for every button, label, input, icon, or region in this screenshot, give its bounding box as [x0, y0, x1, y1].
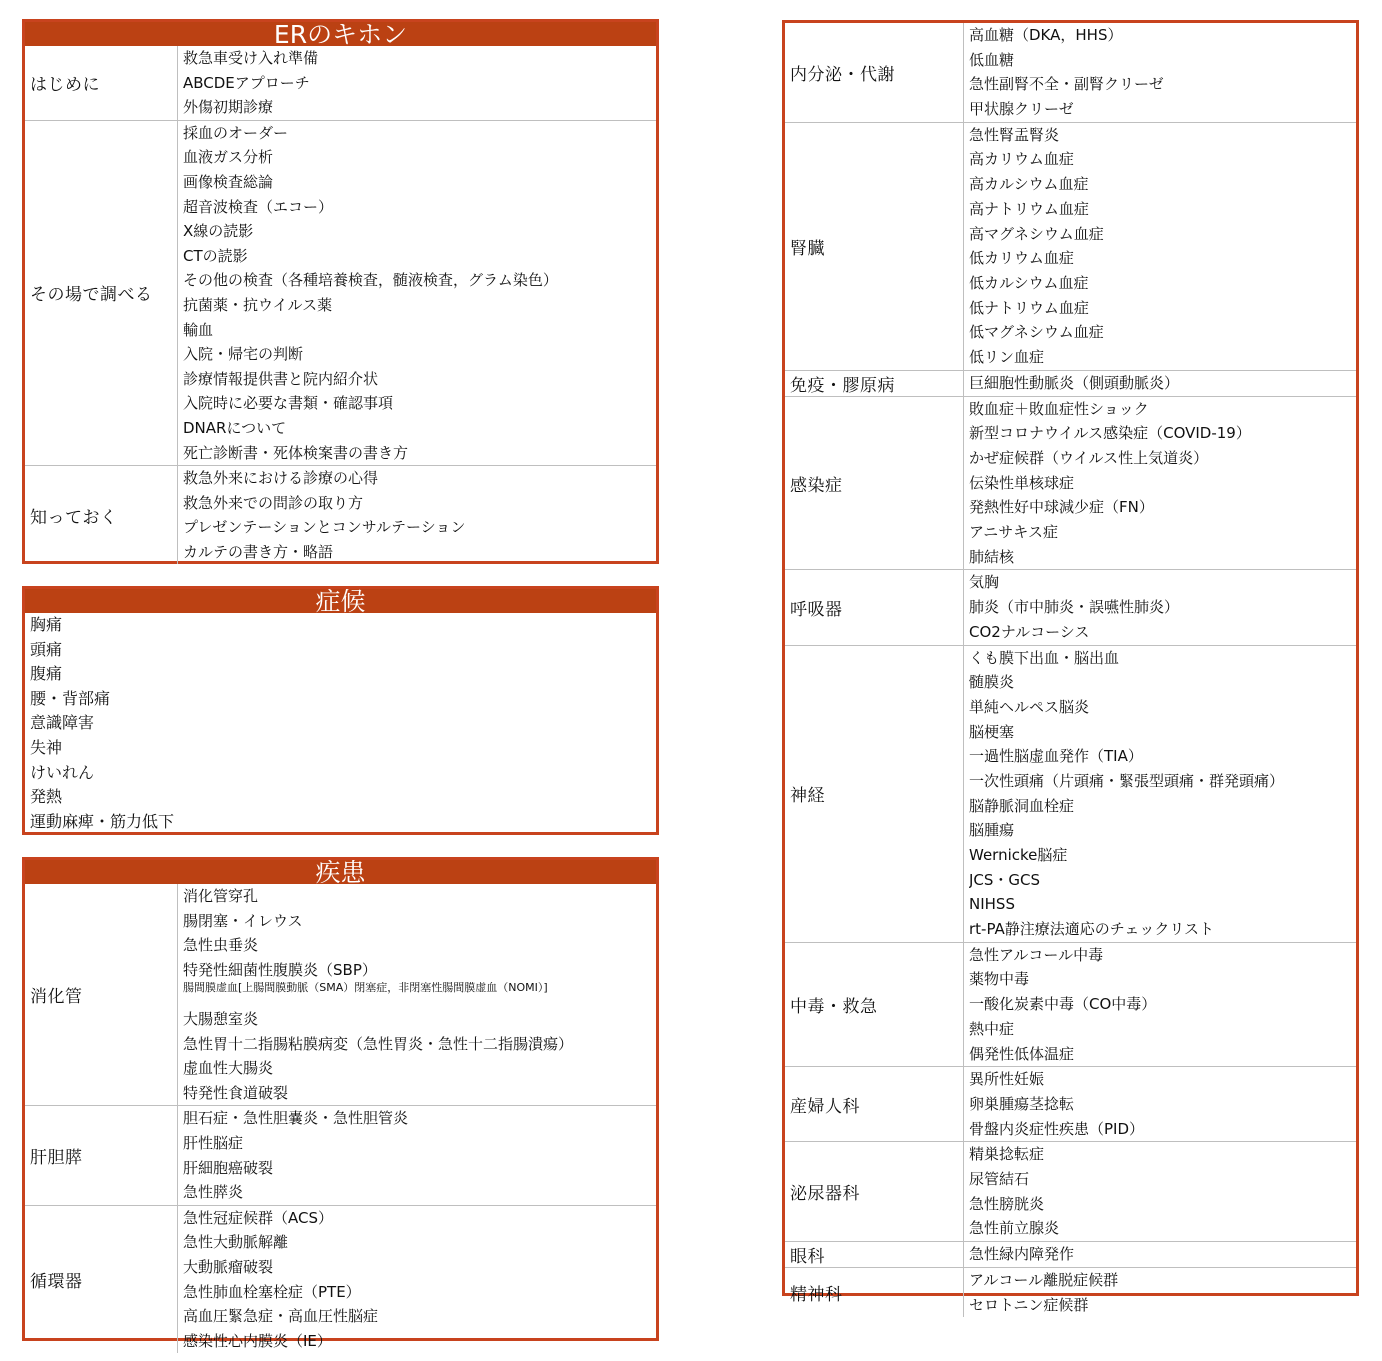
category-items	[964, 570, 1356, 644]
topic-item: 急性冠症候群（ACS）	[183, 1208, 333, 1227]
topic-item: 救急外来における診療の心得	[183, 469, 379, 488]
topic-item: 脳梗塞	[969, 722, 1015, 741]
topic-item: 採血のオーダー	[183, 123, 289, 142]
topic-item: 急性膀胱炎	[969, 1194, 1045, 1213]
topic-item: 低リン血症	[969, 347, 1045, 366]
category-row	[785, 371, 1356, 397]
er-basics-table	[25, 46, 656, 564]
category-items	[964, 397, 1356, 570]
topic-item: 新型コロナウイルス感染症（COVID-19）	[969, 424, 1251, 443]
topic-item: 死亡診断書・死体検案書の書き方	[183, 443, 409, 462]
category-row	[25, 884, 656, 1106]
topic-item: 救急車受け入れ準備	[183, 49, 319, 67]
topic-item: Wernicke脳症	[969, 846, 1068, 864]
topic-item: 異所性妊娠	[969, 1070, 1045, 1089]
symptoms-list	[25, 613, 656, 834]
topic-item: X線の読影	[183, 222, 254, 241]
category-items	[964, 123, 1356, 370]
topic-item: 低血糖	[969, 50, 1015, 69]
topic-item: rt-PA静注療法適応のチェックリスト	[969, 920, 1215, 939]
topic-item: 一過性脳虚血発作（TIA）	[969, 747, 1143, 766]
category-label: 肝胆膵	[25, 1106, 178, 1204]
category-label: 中毒・救急	[785, 943, 964, 1066]
category-label: 感染症	[785, 397, 964, 570]
symptom-item: 発熱	[30, 787, 63, 807]
topic-item: 腸間膜虚血[上腸間膜動脈（SMA）閉塞症，非閉塞性腸間膜虚血（NOMI）]	[183, 982, 548, 995]
category-label: 免疫・膠原病	[785, 371, 964, 396]
topic-item: 大動脈瘤破裂	[183, 1257, 274, 1276]
topic-item: 卵巣腫瘍茎捻転	[969, 1094, 1075, 1113]
category-row	[785, 397, 1356, 571]
symptoms-title: 症候	[25, 589, 656, 613]
category-row	[785, 1268, 1356, 1317]
topic-item: 肝性脳症	[183, 1133, 244, 1152]
topic-item: 高血糖（DKA，HHS）	[969, 26, 1123, 44]
category-items	[964, 371, 1356, 396]
topic-item: 急性膵炎	[183, 1183, 244, 1202]
topic-item: 急性肺血栓塞栓症（PTE）	[183, 1282, 361, 1301]
symptom-item: 腹痛	[30, 664, 63, 684]
category-row	[785, 943, 1356, 1067]
topic-item: 脳腫瘍	[969, 821, 1015, 840]
category-label: はじめに	[25, 46, 178, 120]
topic-item: JCS・GCS	[969, 870, 1041, 889]
symptom-item: 胸痛	[30, 615, 63, 634]
topic-item: 発熱性好中球減少症（FN）	[969, 498, 1154, 517]
diseases-title: 疾患	[25, 860, 656, 884]
topic-item: 虚血性大腸炎	[183, 1059, 274, 1078]
topic-item: 抗菌薬・抗ウイルス薬	[183, 295, 333, 314]
topic-item: 急性副腎不全・副腎クリーゼ	[969, 75, 1164, 94]
topic-item: 消化管穿孔	[183, 887, 259, 905]
topic-item: 高ナトリウム血症	[969, 199, 1089, 218]
topic-item: CTの読影	[183, 246, 248, 265]
topic-item: 脳静脈洞血栓症	[969, 796, 1075, 815]
topic-item: 高血圧緊急症・高血圧性脳症	[183, 1307, 379, 1326]
topic-item: 精巣捻転症	[969, 1145, 1045, 1164]
er-basics-panel	[22, 19, 659, 564]
topic-item: 超音波検査（エコー）	[183, 197, 334, 216]
category-items	[964, 1268, 1356, 1317]
category-items	[178, 884, 656, 1105]
category-items	[178, 46, 656, 120]
topic-item: 救急外来での問診の取り方	[183, 493, 364, 512]
category-label: 産婦人科	[785, 1067, 964, 1141]
topic-item: NIHSS	[969, 895, 1015, 914]
symptom-item: 運動麻痺・筋力低下	[30, 811, 175, 831]
category-items	[964, 1067, 1356, 1141]
category-row	[785, 1067, 1356, 1142]
category-row	[785, 1142, 1356, 1242]
topic-item: その他の検査（各種培養検査，髄液検査，グラム染色）	[183, 271, 558, 290]
topic-item: 急性腎盂腎炎	[969, 125, 1060, 144]
category-label: 神経	[785, 646, 964, 942]
symptom-item: けいれん	[30, 762, 95, 782]
er-basics-title: ERのキホン	[25, 22, 656, 46]
topic-item: 入院・帰宅の判断	[183, 345, 304, 364]
topic-item: 感染性心内膜炎（IE）	[183, 1331, 332, 1350]
topic-item: かぜ症候群（ウイルス性上気道炎）	[969, 449, 1209, 467]
category-items	[178, 466, 656, 564]
category-label: 消化管	[25, 884, 178, 1105]
symptom-item: 頭痛	[30, 639, 63, 659]
category-label: その場で調べる	[25, 121, 178, 465]
category-row	[785, 23, 1356, 123]
topic-item: 低マグネシウム血症	[969, 323, 1104, 342]
topic-item: 髄膜炎	[969, 673, 1015, 692]
topic-item: 診療情報提供書と院内紹介状	[183, 369, 379, 388]
topic-item: 胆石症・急性胆嚢炎・急性胆管炎	[183, 1109, 409, 1128]
category-label: 泌尿器科	[785, 1142, 964, 1241]
topic-item: 単純ヘルペス脳炎	[969, 697, 1090, 716]
topic-item: 気胸	[969, 573, 1000, 592]
category-row	[25, 1106, 656, 1205]
category-items	[178, 1206, 656, 1354]
diseases-table	[25, 884, 656, 1353]
topic-item: くも膜下出血・脳出血	[969, 648, 1120, 667]
category-items	[964, 646, 1356, 942]
topic-item: 偶発性低体温症	[969, 1044, 1075, 1063]
diseases-continued-panel	[782, 20, 1359, 1314]
topic-item: 大腸憩室炎	[183, 1009, 259, 1028]
topic-item: 急性胃十二指腸粘膜病変（急性胃炎・急性十二指腸潰瘍）	[183, 1034, 574, 1053]
category-row	[25, 466, 656, 564]
category-items	[964, 943, 1356, 1066]
category-row	[785, 570, 1356, 645]
category-items	[964, 1142, 1356, 1241]
topic-item: 急性前立腺炎	[969, 1219, 1060, 1238]
topic-item: 低ナトリウム血症	[969, 298, 1089, 317]
topic-item: 尿管結石	[969, 1169, 1030, 1188]
topic-item: 巨細胞性動脈炎（側頭動脈炎）	[969, 373, 1180, 392]
topic-item: 急性大動脈解離	[183, 1233, 289, 1252]
category-row	[785, 646, 1356, 943]
category-label: 眼科	[785, 1242, 964, 1267]
topic-item: 熱中症	[969, 1019, 1015, 1038]
topic-item: 一次性頭痛（片頭痛・緊張型頭痛・群発頭痛）	[969, 771, 1285, 790]
category-label: 内分泌・代謝	[785, 23, 964, 122]
category-label: 精神科	[785, 1268, 964, 1317]
topic-item: 低カリウム血症	[969, 249, 1074, 268]
topic-item: 敗血症＋敗血症性ショック	[969, 399, 1149, 418]
category-items	[964, 23, 1356, 122]
topic-item: 外傷初期診療	[183, 98, 274, 117]
symptom-item: 意識障害	[30, 713, 95, 733]
category-label: 腎臓	[785, 123, 964, 370]
topic-item: 低カルシウム血症	[969, 273, 1089, 292]
topic-item: 急性アルコール中毒	[969, 945, 1104, 964]
topic-item: 急性虫垂炎	[183, 936, 259, 955]
topic-item: 高カリウム血症	[969, 150, 1074, 169]
topic-item: 伝染性単核球症	[969, 473, 1075, 492]
topic-item: 特発性細菌性腹膜炎（SBP）	[183, 960, 377, 979]
topic-item: 高カルシウム血症	[969, 175, 1089, 194]
topic-item: カルテの書き方・略語	[183, 542, 334, 561]
topic-item: 急性緑内障発作	[969, 1245, 1075, 1263]
topic-item: 腸閉塞・イレウス	[183, 911, 303, 930]
topic-item: 画像検査総論	[183, 172, 274, 191]
symptoms-panel	[22, 586, 659, 835]
topic-item: DNARについて	[183, 418, 287, 437]
category-label: 知っておく	[25, 466, 178, 564]
topic-item: 輸血	[183, 320, 214, 339]
category-row	[785, 123, 1356, 371]
topic-item: 肝細胞癌破裂	[183, 1158, 274, 1177]
category-label: 呼吸器	[785, 570, 964, 644]
topic-item: セロトニン症候群	[969, 1295, 1089, 1314]
category-items	[178, 121, 656, 465]
topic-item: 血液ガス分析	[183, 148, 274, 167]
category-row	[785, 1242, 1356, 1268]
topic-item: ABCDEアプローチ	[183, 73, 310, 92]
category-items	[178, 1106, 656, 1204]
diseases-panel	[22, 857, 659, 1350]
topic-item: 高マグネシウム血症	[969, 224, 1104, 243]
topic-item: 甲状腺クリーゼ	[969, 100, 1074, 119]
category-row	[25, 46, 656, 121]
topic-item: プレゼンテーションとコンサルテーション	[183, 518, 466, 537]
category-row	[25, 121, 656, 466]
topic-item: 薬物中毒	[969, 970, 1030, 989]
symptom-item: 腰・背部痛	[30, 688, 111, 708]
category-label: 循環器	[25, 1206, 178, 1354]
topic-item: アルコール離脱症候群	[969, 1271, 1119, 1289]
category-items	[964, 1242, 1356, 1267]
topic-item: 肺炎（市中肺炎・誤嚥性肺炎）	[969, 598, 1180, 617]
topic-item: 肺結核	[969, 547, 1015, 566]
topic-item: 入院時に必要な書類・確認事項	[183, 394, 394, 413]
topic-item: 骨盤内炎症性疾患（PID）	[969, 1119, 1145, 1138]
topic-item: 特発性食道破裂	[183, 1083, 289, 1102]
topic-item: 一酸化炭素中毒（CO中毒）	[969, 995, 1157, 1014]
topic-item: アニサキス症	[969, 523, 1058, 542]
diseases-continued-table	[785, 23, 1356, 1317]
category-row	[25, 1206, 656, 1354]
symptom-item: 失神	[30, 737, 63, 757]
topic-item: CO2ナルコーシス	[969, 622, 1090, 641]
